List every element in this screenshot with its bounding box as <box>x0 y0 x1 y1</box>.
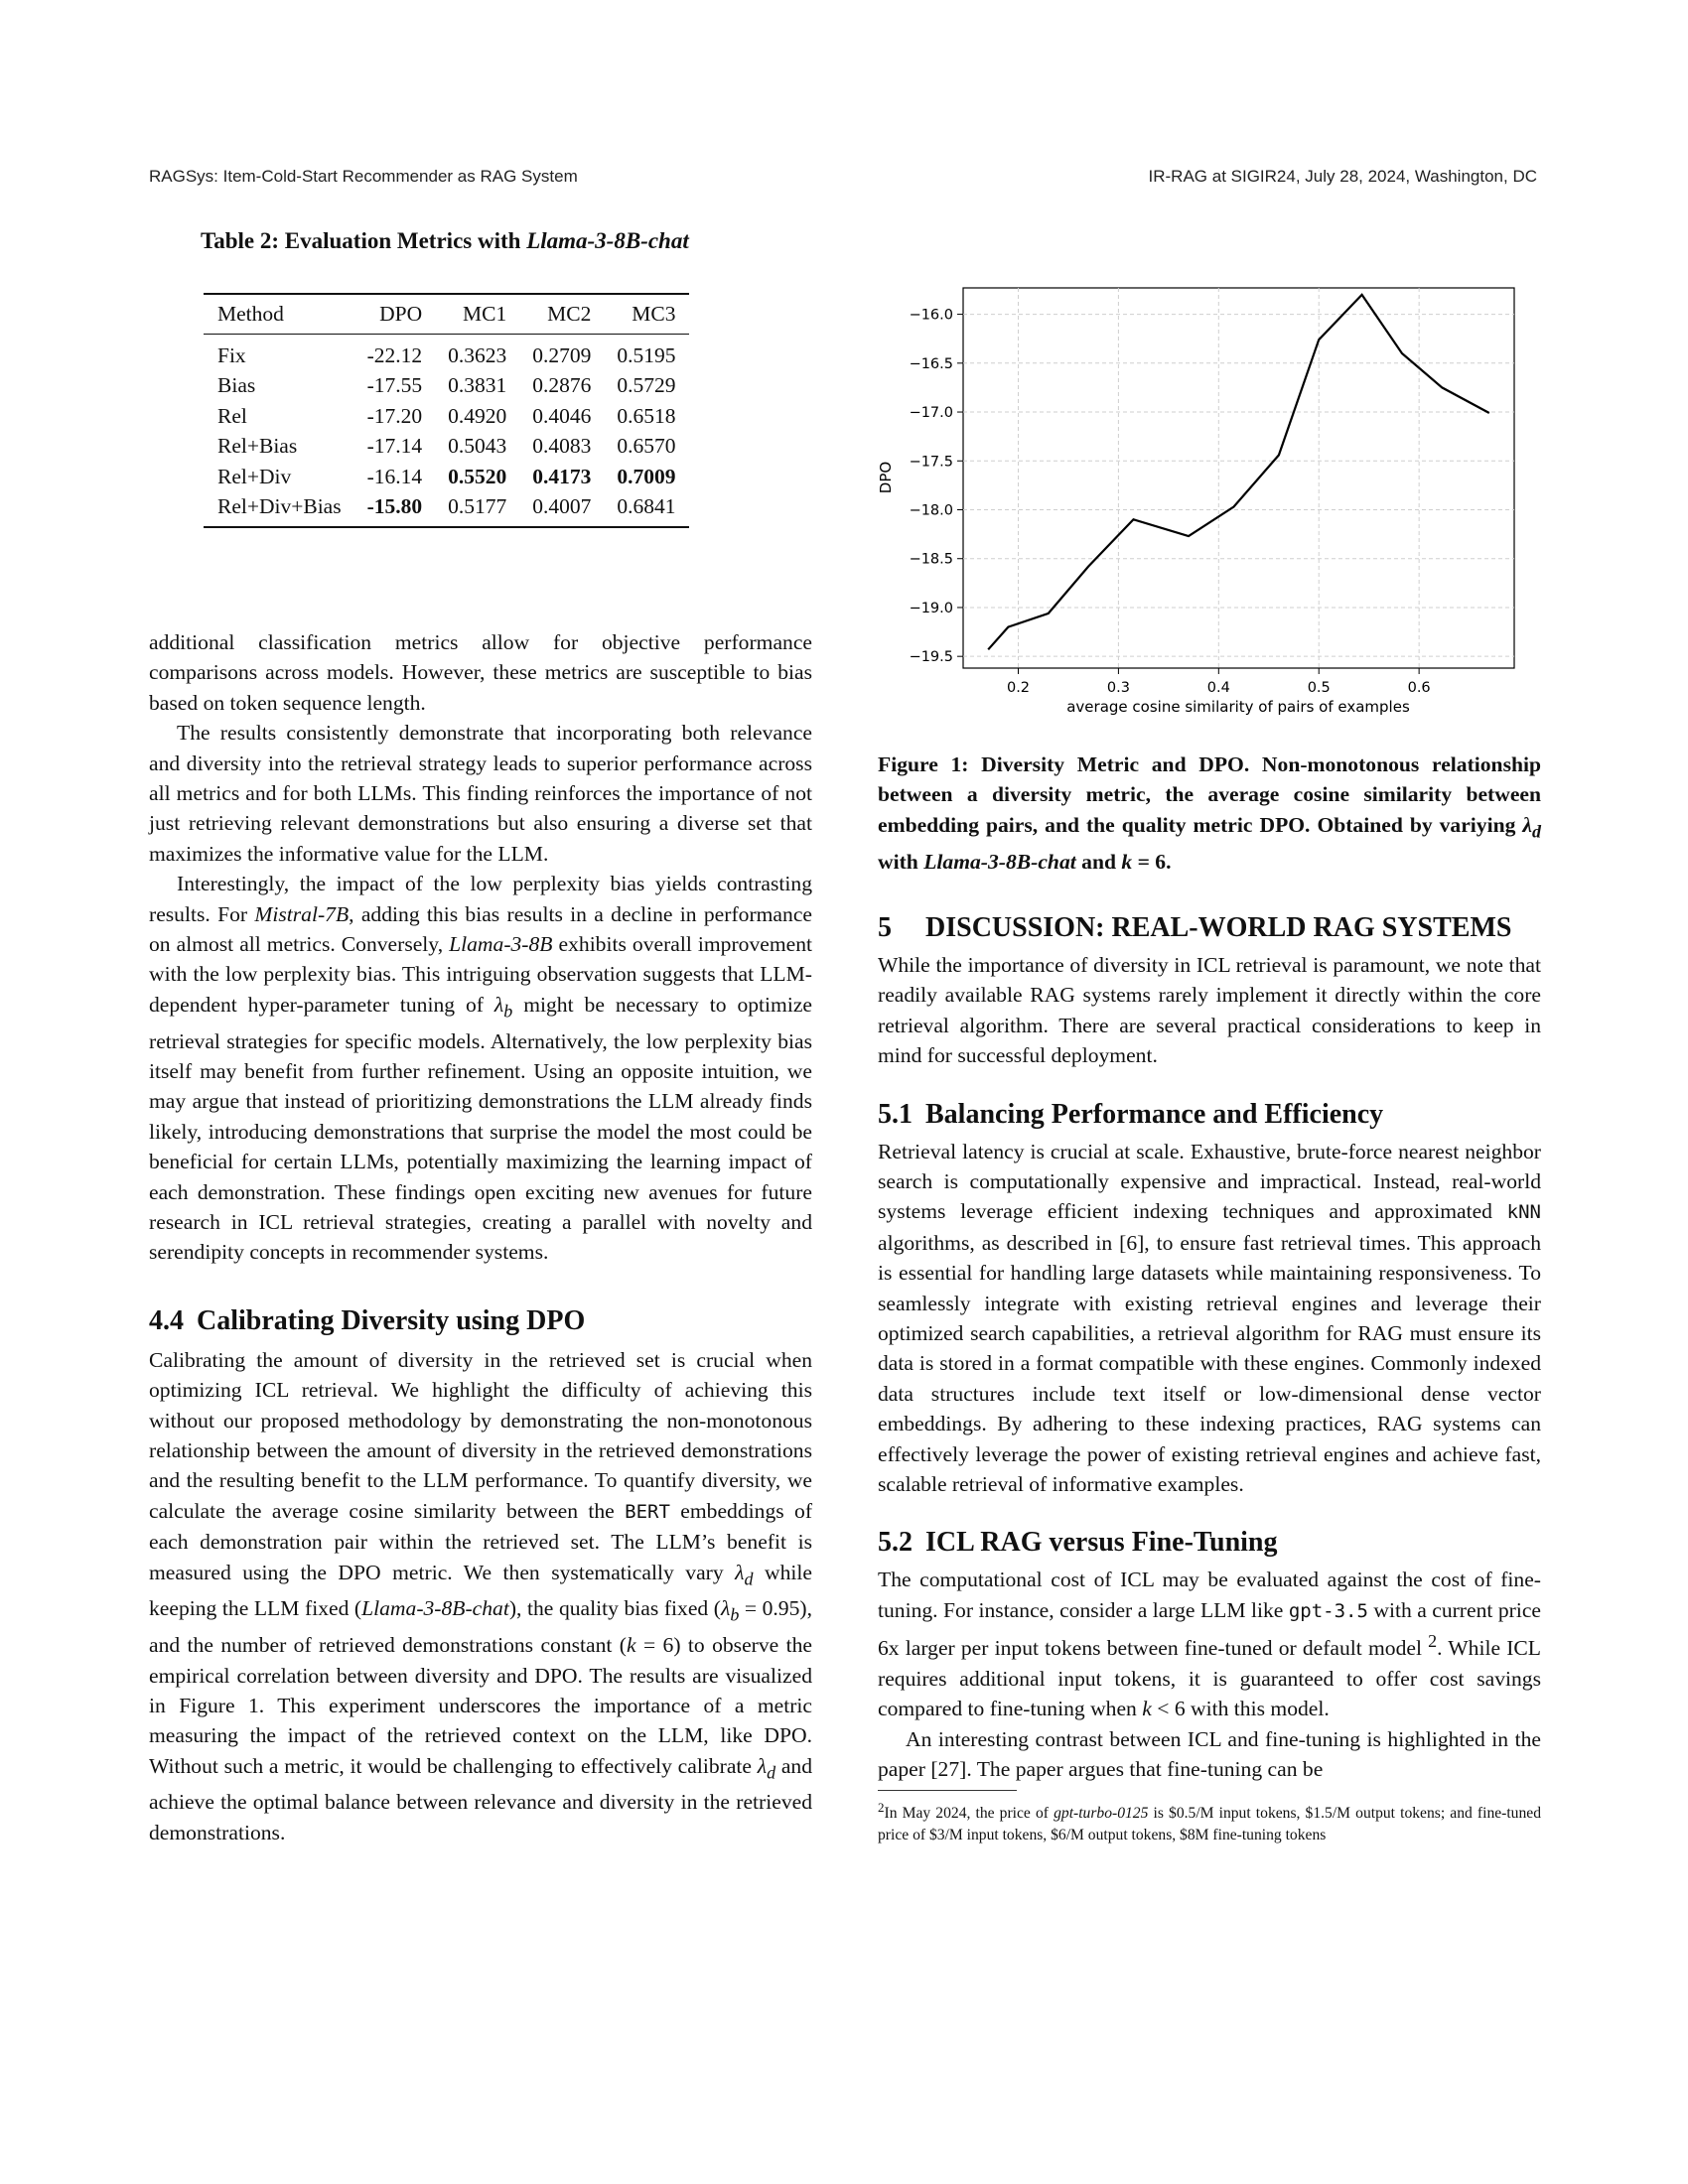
table-cell: Fix <box>217 342 246 367</box>
table-cell: 0.4920 <box>448 403 507 428</box>
text-run: embeddings of each demonstration pair within the retrieved set. The LLM’s benefit is measured using the DPO metric. We then systematically vary <box>149 1498 813 1584</box>
math-symbol: λ <box>757 1753 768 1778</box>
paragraph: additional classification metrics allow for objective performance comparisons across models. However, these metrics are susceptible to bias based on token sequence length. <box>149 630 812 715</box>
table-row <box>204 462 689 492</box>
table-caption <box>149 228 812 254</box>
y-tick-label: −16.5 <box>909 355 953 372</box>
math-symbol: λ <box>735 1560 745 1584</box>
table-cell: 0.4007 <box>532 494 592 518</box>
table-row <box>204 370 689 401</box>
text-run: = 6) to observe the empirical correlation between diversity and DPO. The results are visualized in Figure 1. This experiment underscores the importance of a metric measuring the impact of the retrieved context on the LLM, like DPO. Without such a metric, it would be challenging to effectively calibrate <box>149 1633 812 1778</box>
text-run: In May 2024, the price of <box>884 1805 1055 1823</box>
x-axis-ticks <box>1007 668 1431 696</box>
table-cell: 0.6841 <box>617 494 676 518</box>
table-cell: -17.20 <box>366 403 423 428</box>
x-tick-label: 0.5 <box>1307 680 1331 696</box>
text-run: Interestingly, the impact of the low perplexity bias yields contrasting results. For <box>149 872 812 926</box>
section-title: DISCUSSION: REAL-WORLD RAG SYSTEMS <box>925 911 1512 943</box>
table-cell: Bias <box>217 373 256 397</box>
text-run: exhibits overall improvement with the low perplexity bias. This intriguing observation suggests that LLM-dependent hyper-parameter tuning of <box>149 932 812 1017</box>
table-cell: -17.14 <box>366 434 423 458</box>
text-run: and <box>1075 849 1122 874</box>
table-cell: 0.2876 <box>532 373 592 397</box>
table-cell: -16.14 <box>366 464 423 488</box>
table-cell: 0.4046 <box>532 403 592 428</box>
section-number: 4.4 <box>149 1304 184 1336</box>
section-heading-5-2 <box>878 1525 1541 1561</box>
y-tick-label: −17.5 <box>909 454 953 471</box>
column-header: MC1 <box>463 302 507 326</box>
paragraph <box>149 869 812 1268</box>
x-tick-label: 0.2 <box>1006 680 1031 696</box>
section-number: 5.1 <box>878 1098 913 1130</box>
table-cell: 0.5043 <box>448 434 507 458</box>
plot-frame <box>963 288 1514 668</box>
text-run: ), the quality bias fixed ( <box>508 1596 721 1621</box>
math-subscript: b <box>730 1604 740 1625</box>
x-tick-label: 0.6 <box>1407 680 1431 696</box>
section-heading-5-1 <box>878 1097 1541 1133</box>
table-row <box>204 491 689 527</box>
model-name: Llama-3-8B-chat <box>361 1596 509 1621</box>
code-term: kNN <box>1506 1201 1541 1224</box>
text-run: The computational cost of ICL may be evaluated against the cost of fine-tuning. For instance, consider a large LLM like <box>878 1568 1541 1622</box>
text-run: is $0.5/M input tokens, $1.5/M output tokens; and fine-tuned price of $3/M input tokens, $6/M output tokens, $8M fine-tuning tokens <box>878 1805 1541 1843</box>
table-cell: 0.2709 <box>532 342 592 367</box>
y-tick-label: −18.0 <box>909 502 953 519</box>
text-run: might be necessary to optimize retrieval strategies for specific models. Alternatively, the low perplexity bias itself may benefit from further refinement. Using an opposite intuition, we may argue that instead of prioritizing demonstrations the LLM already finds likely, introducing demonstrations that surprise the model the most could be beneficial for certain LLMs, potentially maximizing the learning impact of each demonstration. These findings open exciting new avenues for future research in ICL retrieval strategies, creating a parallel with novelty and serendipity concepts in recommender systems. <box>149 992 813 1265</box>
paragraph <box>878 1137 1541 1500</box>
footnote-rule <box>878 1790 1017 1791</box>
table-cell: Rel+Div+Bias <box>217 494 342 518</box>
table-cell: 0.6518 <box>617 403 676 428</box>
math-subscript: d <box>767 1762 776 1783</box>
table-cell-best: 0.4173 <box>532 464 592 488</box>
footnote-number: 2 <box>878 1800 885 1816</box>
table-cell: -17.55 <box>366 373 423 397</box>
y-tick-label: −17.0 <box>909 405 953 422</box>
x-tick-label: 0.4 <box>1206 680 1230 696</box>
table-cell: 0.5729 <box>617 373 676 397</box>
table-row <box>204 431 689 462</box>
table-header-row <box>204 294 689 334</box>
math-subscript: d <box>1532 821 1541 842</box>
section-title: Balancing Performance and Efficiency <box>925 1098 1384 1130</box>
grid-lines <box>963 288 1514 668</box>
text-run: = 6. <box>1132 849 1172 874</box>
section-heading-5 <box>878 910 1541 946</box>
model-name: Llama-3-8B <box>449 932 553 957</box>
text-run: with <box>878 849 924 874</box>
column-header: Method <box>217 302 284 326</box>
x-tick-label: 0.3 <box>1106 680 1130 696</box>
math-symbol: λ <box>720 1596 731 1621</box>
section-heading-4-4 <box>149 1303 812 1339</box>
math-symbol: k <box>1121 849 1133 874</box>
text-run: = 0.95), and the number of retrieved demonstrations constant ( <box>149 1596 812 1658</box>
section-number: 5 <box>878 911 892 943</box>
y-axis-ticks <box>910 308 963 666</box>
text-run: Retrieval latency is crucial at scale. Exhaustive, brute-force nearest neighbor search is computationally expensive and impractical. Instead, real-world systems leverage efficient indexing techniques and approximated <box>878 1139 1541 1224</box>
text-run: Figure 1: Diversity Metric and DPO. Non-monotonous relationship between a diversity metric, the average cosine similarity between embedding pairs, and the quality metric DPO. Obtained by variying <box>878 752 1541 837</box>
y-axis-label: DPO <box>877 461 895 494</box>
table-row <box>204 401 689 432</box>
table-cell: -22.12 <box>366 342 423 367</box>
text-run: while keeping the LLM fixed ( <box>149 1560 812 1621</box>
series-line-dpo <box>988 295 1489 649</box>
dpo-line-chart <box>864 278 1539 715</box>
table-cell: 0.6570 <box>617 434 676 458</box>
paragraph <box>149 1345 812 1847</box>
paragraph <box>878 1565 1541 1723</box>
table-cell: 0.3831 <box>448 373 507 397</box>
math-symbol: λ <box>1522 812 1532 837</box>
section-title: ICL RAG versus Fine-Tuning <box>925 1527 1278 1559</box>
math-subscript: b <box>503 1001 513 1022</box>
footnote-marker[interactable]: 2 <box>1428 1631 1438 1652</box>
code-term: gpt-3.5 <box>1288 1599 1368 1622</box>
text-run: , adding this bias results in a decline in performance on almost all metrics. Conversely, <box>149 901 812 957</box>
math-subscript: d <box>744 1569 754 1588</box>
code-term: BERT <box>625 1500 670 1523</box>
running-header-left: RAGSys: Item-Cold-Start Recommender as RAG System <box>149 167 578 186</box>
section-number: 5.2 <box>878 1527 913 1559</box>
table-row <box>204 334 689 370</box>
left-column <box>149 627 812 1847</box>
table-cell: Rel+Div <box>217 464 292 488</box>
y-tick-label: −19.0 <box>909 600 953 616</box>
text-run: Calibrating the amount of diversity in the retrieved set is crucial when optimizing ICL retrieval. We highlight the difficulty of achieving this without our proposed methodology by demonstrating the non-monotonous relationship between the amount of diversity in the retrieved demonstrations and the resulting benefit to the LLM performance. To quantify diversity, we calculate the average cosine similarity between the <box>149 1347 812 1523</box>
paragraph: While the importance of diversity in ICL retrieval is paramount, we note that readily available RAG systems rarely implement it directly within the core retrieval algorithm. There are several practical considerations to keep in mind for successful deployment. <box>878 952 1541 1068</box>
table-cell-best: 0.7009 <box>617 464 676 488</box>
table-cell: 0.4083 <box>532 434 592 458</box>
table-cell: 0.5195 <box>617 342 676 367</box>
table-cell: 0.3623 <box>448 342 507 367</box>
table-cell: Rel+Bias <box>217 434 298 458</box>
table-caption-model: Llama-3-8B-chat <box>526 228 689 253</box>
text-run: and achieve the optimal balance between relevance and diversity in the retrieved demonstrations. <box>149 1753 812 1844</box>
section-title: Calibrating Diversity using DPO <box>197 1304 586 1336</box>
footnote <box>878 1797 1541 1844</box>
y-tick-label: −19.5 <box>909 649 953 666</box>
math-symbol: k <box>627 1633 636 1658</box>
column-header: MC2 <box>547 302 592 326</box>
text-run: . While ICL requires additional input tokens, it is guaranteed to offer cost savings compared to fine-tuning when <box>878 1636 1541 1721</box>
paragraph: The results consistently demonstrate that incorporating both relevance and diversity into the retrieval strategy leads to superior performance across all metrics and for both LLMs. This finding reinforces the importance of not just retrieving relevant demonstrations but also ensuring a diverse set that maximizes the informative value for the LLM. <box>149 721 812 866</box>
text-run: < 6 with this model. <box>1151 1697 1330 1721</box>
math-symbol: k <box>1142 1697 1152 1721</box>
text-run: algorithms, as described in [6], to ensure fast retrieval times. This approach is essential for handling large datasets while maintaining responsiveness. To seamlessly integrate with existing retrieval engines and leverage their optimized search capabilities, a retrieval algorithm for RAG must ensure its data is stored in a format compatible with these engines. Commonly indexed data structures include text itself or low-dimensional dense vector embeddings. By adhering to these indexing practices, RAG systems can effectively leverage the power of existing retrieval engines and achieve fast, scalable retrieval of informative examples. <box>878 1230 1541 1497</box>
column-header: MC3 <box>632 302 676 326</box>
column-header: DPO <box>379 302 423 326</box>
x-axis-label: average cosine similarity of pairs of examples <box>1066 698 1410 715</box>
paragraph: An interesting contrast between ICL and fine-tuning is highlighted in the paper [27]. The paper argues that fine-tuning can be <box>878 1726 1541 1782</box>
evaluation-metrics-table <box>204 293 689 528</box>
model-name: Llama-3-8B-chat <box>923 849 1076 874</box>
table-cell-best: 0.5520 <box>448 464 507 488</box>
table-caption-prefix: Table 2: Evaluation Metrics with <box>201 228 527 253</box>
figure-caption <box>878 750 1541 877</box>
math-symbol: λ <box>493 992 504 1017</box>
running-header-right: IR-RAG at SIGIR24, July 28, 2024, Washington, DC <box>1148 167 1537 186</box>
y-tick-label: −16.0 <box>909 307 953 324</box>
model-name: Mistral-7B <box>254 901 350 926</box>
table-cell-best: -15.80 <box>366 494 423 518</box>
right-column <box>878 750 1541 1845</box>
model-name: gpt-turbo-0125 <box>1054 1805 1149 1823</box>
y-tick-label: −18.5 <box>909 551 953 568</box>
table-cell: 0.5177 <box>448 494 507 518</box>
text-run: with a current price 6x larger per input tokens between fine-tuned or default model <box>878 1597 1541 1661</box>
table-cell: Rel <box>217 403 247 428</box>
